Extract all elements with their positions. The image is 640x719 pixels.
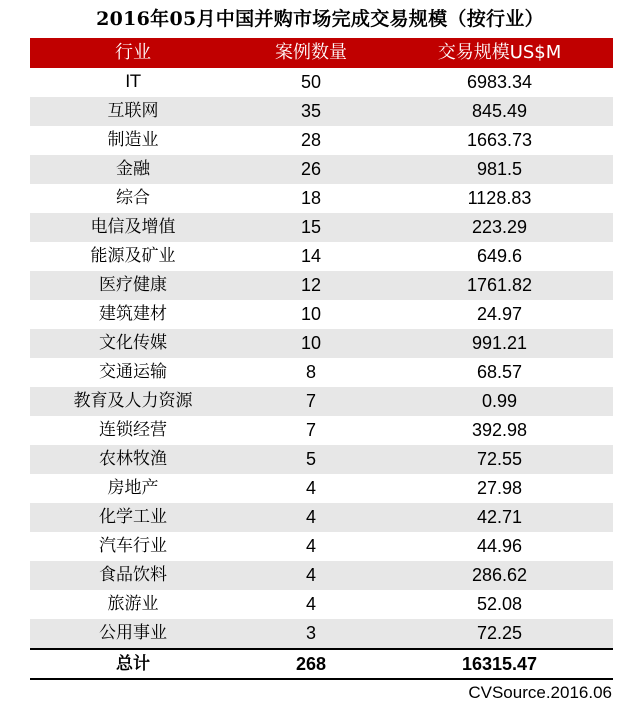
size-cell: 27.98 <box>476 478 523 498</box>
count-cell: 4 <box>305 536 316 556</box>
industry-cell: 旅游业 <box>107 594 159 614</box>
industry-cell: 汽车行业 <box>99 536 167 556</box>
industry-cell: 建筑建材 <box>99 304 167 324</box>
industry-cell: 医疗健康 <box>99 275 167 295</box>
table-row <box>30 532 613 561</box>
table-row <box>30 387 613 416</box>
size-cell: 42.71 <box>476 507 523 527</box>
table-row <box>30 590 613 619</box>
size-cell: 72.55 <box>476 449 523 469</box>
table-row <box>30 97 613 126</box>
industry-cell: IT <box>125 72 141 92</box>
industry-cell: 交通运输 <box>99 362 167 382</box>
table-row <box>30 68 613 97</box>
size-cell: 44.96 <box>476 536 523 556</box>
total-label: 总计 <box>116 654 150 674</box>
industry-cell: 能源及矿业 <box>90 246 176 266</box>
count-cell: 7 <box>305 420 316 440</box>
table-row <box>30 184 613 213</box>
count-cell: 50 <box>300 72 322 92</box>
size-cell: 649.6 <box>476 246 523 266</box>
table-row <box>30 474 613 503</box>
industry-cell: 互联网 <box>107 101 159 121</box>
size-cell: 0.99 <box>481 391 518 411</box>
size-cell: 845.49 <box>471 101 528 121</box>
header-size: 交易规模US$M <box>437 42 562 63</box>
count-cell: 8 <box>305 362 316 382</box>
size-cell: 24.97 <box>476 304 523 324</box>
industry-cell: 教育及人力资源 <box>73 391 193 411</box>
count-cell: 26 <box>300 159 322 179</box>
industry-cell: 公用事业 <box>99 623 167 643</box>
size-cell: 1128.83 <box>467 188 532 208</box>
industry-cell: 食品饮料 <box>99 565 167 585</box>
count-cell: 35 <box>300 101 322 121</box>
size-cell: 6983.34 <box>466 72 533 92</box>
header-industry: 行业 <box>115 42 151 63</box>
count-cell: 10 <box>300 333 322 353</box>
size-cell: 223.29 <box>471 217 528 237</box>
table-title: 2016年05月中国并购市场完成交易规模（按行业） <box>96 8 544 30</box>
table-row <box>30 126 613 155</box>
total-size: 16315.47 <box>461 654 538 674</box>
industry-cell: 农林牧渔 <box>99 449 167 469</box>
header-row <box>30 38 613 68</box>
table-row <box>30 445 613 474</box>
table-row <box>30 358 613 387</box>
industry-cell: 金融 <box>116 159 150 179</box>
size-cell: 1663.73 <box>466 130 533 150</box>
ma-industry-table <box>30 38 613 680</box>
size-cell: 52.08 <box>476 594 523 614</box>
table-row <box>30 503 613 532</box>
count-cell: 4 <box>305 565 316 585</box>
industry-cell: 制造业 <box>107 130 159 150</box>
industry-cell: 文化传媒 <box>99 333 167 353</box>
table-row <box>30 416 613 445</box>
count-cell: 15 <box>300 217 322 237</box>
count-cell: 28 <box>300 130 322 150</box>
count-cell: 4 <box>305 594 316 614</box>
size-cell: 991.21 <box>471 333 528 353</box>
count-cell: 3 <box>305 623 316 643</box>
table-row <box>30 300 613 329</box>
count-cell: 18 <box>300 188 322 208</box>
table-row <box>30 271 613 300</box>
total-row <box>30 649 613 679</box>
table-row <box>30 242 613 271</box>
industry-cell: 电信及增值 <box>90 217 176 237</box>
source-note: CVSource.2016.06 <box>468 683 612 702</box>
count-cell: 10 <box>300 304 322 324</box>
table-row <box>30 619 613 649</box>
size-cell: 981.5 <box>476 159 523 179</box>
count-cell: 12 <box>300 275 322 295</box>
count-cell: 5 <box>305 449 316 469</box>
size-cell: 286.62 <box>471 565 528 585</box>
industry-cell: 连锁经营 <box>99 420 167 440</box>
size-cell: 72.25 <box>476 623 523 643</box>
total-count: 268 <box>295 654 327 674</box>
industry-cell: 房地产 <box>107 478 159 498</box>
table-row <box>30 329 613 358</box>
industry-cell: 化学工业 <box>99 507 167 527</box>
count-cell: 14 <box>300 246 322 266</box>
count-cell: 4 <box>305 478 316 498</box>
size-cell: 392.98 <box>471 420 528 440</box>
table-row <box>30 155 613 184</box>
count-cell: 7 <box>305 391 316 411</box>
size-cell: 1761.82 <box>466 275 533 295</box>
count-cell: 4 <box>305 507 316 527</box>
table-row <box>30 213 613 242</box>
size-cell: 68.57 <box>476 362 523 382</box>
header-count: 案例数量 <box>275 42 347 63</box>
industry-cell: 综合 <box>116 188 150 208</box>
table-row <box>30 561 613 590</box>
